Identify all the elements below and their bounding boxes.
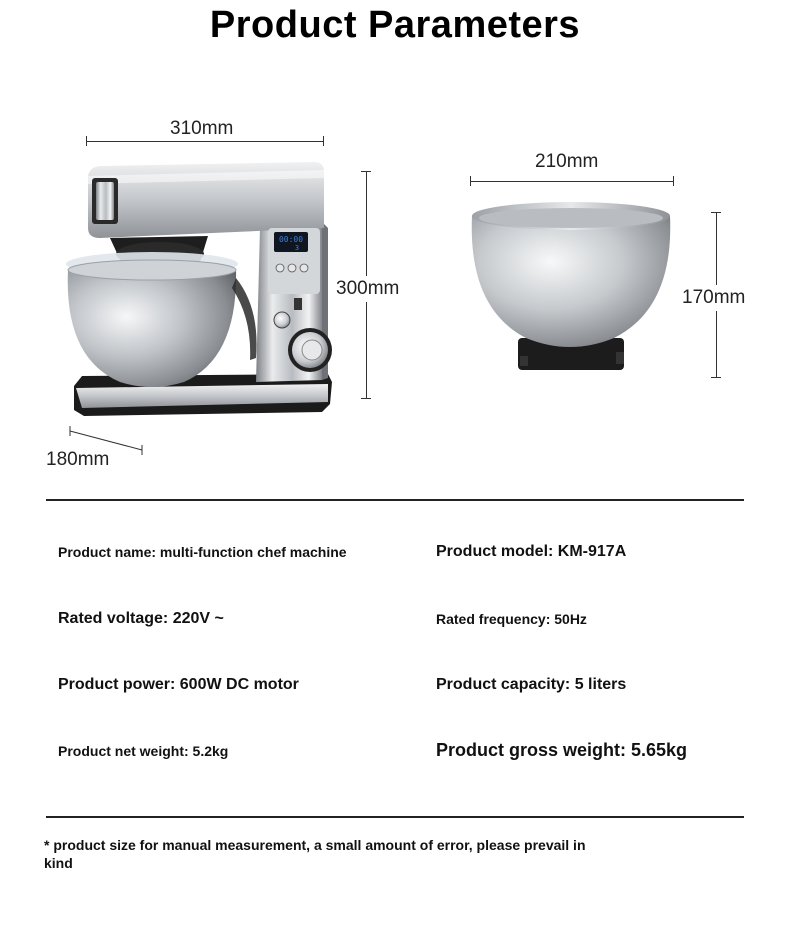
stand-mixer-image — [60, 158, 340, 433]
display-line-2: 3 — [294, 244, 300, 252]
footnote: * product size for manual measurement, a small amount of error, please prevail in kind — [44, 837, 586, 871]
bowl-height-tick-top — [711, 212, 721, 213]
bowl-width-tick-right — [673, 176, 674, 186]
bowl-height-tick-bottom — [711, 377, 721, 378]
display-line-1: 00:00 — [278, 235, 304, 244]
param-product-power: Product power: 600W DC motor — [58, 676, 299, 693]
bottom-divider — [46, 816, 744, 818]
param-rated-voltage: Rated voltage: 220V ~ — [58, 610, 224, 627]
mixer-width-label: 310mm — [170, 118, 234, 139]
mixer-depth-label: 180mm — [46, 449, 110, 470]
bowl-height-label: 170mm — [682, 285, 745, 311]
param-product-capacity: Product capacity: 5 liters — [436, 676, 627, 693]
param-product-name: Product name: multi-function chef machine — [58, 544, 347, 560]
bowl-width-line — [470, 181, 674, 182]
bowl-width-tick-left — [470, 176, 471, 186]
param-rated-frequency: Rated frequency: 50Hz — [436, 611, 587, 627]
bowl-width-label: 210mm — [535, 151, 599, 172]
top-divider — [46, 499, 744, 501]
param-net-weight: Product net weight: 5.2kg — [58, 743, 229, 759]
page-title: Product Parameters — [209, 4, 581, 46]
param-gross-weight: Product gross weight: 5.65kg — [436, 740, 688, 760]
mixer-height-label: 300mm — [336, 276, 399, 302]
param-product-model: Product model: KM-917A — [436, 543, 627, 560]
mixing-bowl-image — [466, 198, 678, 380]
